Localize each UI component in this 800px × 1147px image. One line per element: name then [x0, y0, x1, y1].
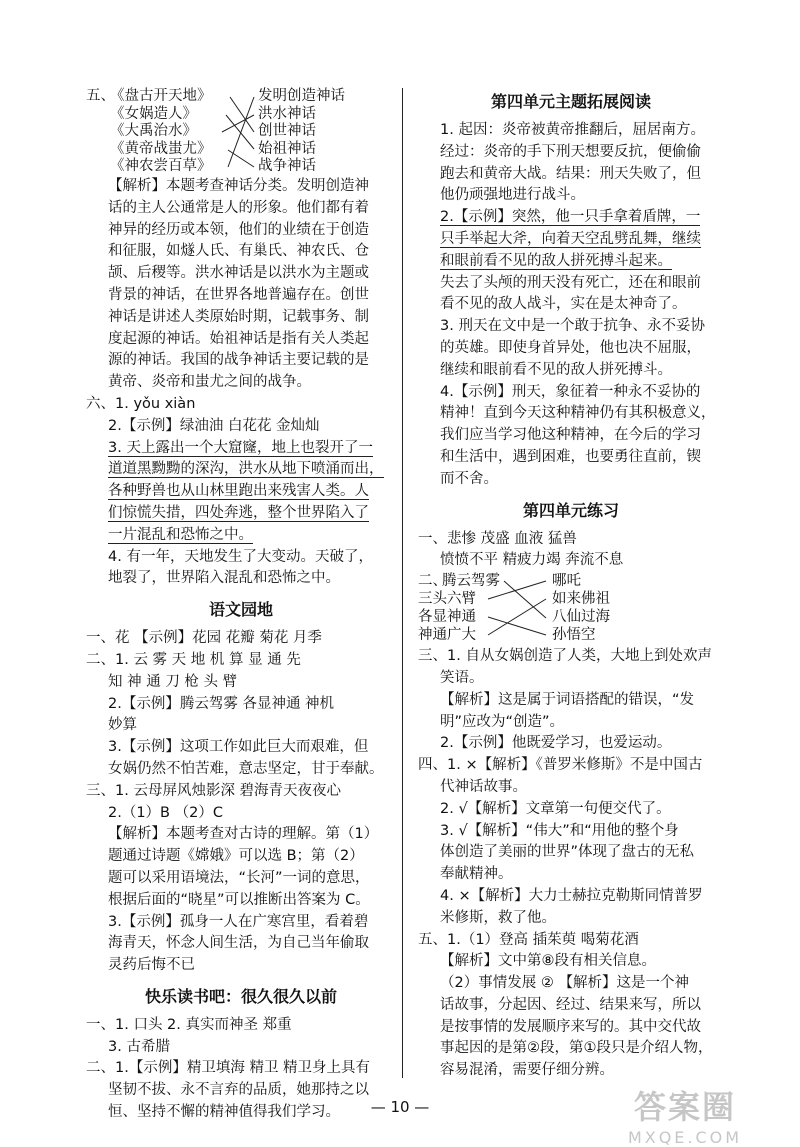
q5-label: 五、: [86, 88, 115, 104]
q5-left-item: 《神农尝百草》: [110, 158, 212, 175]
text-line: 3.【示例】孤身一人在广寒宫里，看着碧: [108, 913, 369, 930]
section-title-yuwen: 语文园地: [208, 600, 273, 620]
left-column: [86, 88, 396, 1124]
q2-label: 二、: [418, 573, 447, 590]
tuozhan-section: [418, 120, 724, 491]
text-line: 女娲仍然不怕苦难，意志坚定，甘于奉献。: [108, 760, 384, 777]
text-line: 一、悲惨 茂盛 血液 猛兽: [418, 530, 577, 547]
text-line: 继续和眼前看不见的敌人拼死搏斗。: [440, 361, 672, 378]
text-line: 二、1. 云 雾 天 地 机 算 显 通 先: [86, 651, 301, 668]
q5-analysis: [86, 176, 396, 394]
text-line: 奉献精神。: [440, 866, 513, 883]
text-line: 2. √【解析】文章第一句便交代了。: [440, 800, 671, 817]
text-line: 度起源的神话。始祖神话是指有关人类起: [108, 330, 369, 347]
text-line: 失去了头颅的刑天没有死亡，还在和眼前: [440, 274, 701, 291]
text-line: 2.【示例】绿油油 白花花 金灿灿: [108, 417, 320, 434]
watermark-text: 答案圈: [633, 1088, 736, 1126]
text-line: 代神话故事。: [440, 778, 527, 795]
text-line: 根据后面的“晓星”可以推断出答案为 C。: [108, 891, 370, 908]
text-line: 明”应改为“创造”。: [440, 713, 565, 730]
text-line: 3. √【解析】“伟大”和“用他的整个身: [440, 822, 679, 839]
yuwen-section: [86, 628, 396, 977]
q5-left-item: 《女娲造人》: [110, 105, 197, 122]
page-number: — 10 —: [370, 1098, 430, 1116]
text-line: 4. 有一年，天地发生了大变动。天破了，: [108, 548, 373, 565]
q5-right-item: 战争神话: [258, 158, 316, 175]
q6-underlined-answer: [86, 438, 396, 547]
text-line: 们惊慌失措，四处奔逃，整个世界陷入了: [108, 504, 369, 521]
q5-right-item: 始祖神话: [258, 140, 316, 157]
q2-matching: [418, 572, 724, 646]
watermark-logo: [600, 1082, 770, 1147]
q2-left-item: 神通广大: [418, 627, 476, 644]
text-line: 他仍顽强地进行战斗。: [440, 187, 585, 204]
text-line: 海青天，怀念人间生活，为自己当年偷取: [108, 935, 369, 952]
q2-right-item: 如来佛祖: [552, 591, 610, 608]
text-line: 一、1. 口头 2. 真实而神圣 郑重: [86, 1016, 292, 1033]
text-line: 1. 起因：炎帝被黄帝推翻后，屈居南方。: [440, 122, 705, 138]
q2-left-item: 腾云驾雾: [442, 573, 500, 590]
q5-right-item: 洪水神话: [258, 105, 316, 122]
text-line: 神异的经历或本领，他们的业绩在于创造: [108, 221, 369, 238]
text-line: 【解析】文中第⑧段有相关信息。: [440, 953, 656, 970]
text-line: 灵药后悔不已: [108, 957, 195, 974]
section-title-lianxi: 第四单元练习: [522, 500, 619, 520]
text-line: 六、1. yǒu xiàn: [86, 395, 196, 412]
text-line: 【解析】本题考查对古诗的理解。第（1）: [108, 826, 379, 843]
text-line: 【解析】这是属于词语搭配的错误，“发: [440, 691, 695, 708]
text-line: 2.【示例】腾云驾雾 各显神通 神机: [108, 695, 335, 712]
text-line: 三、1. 云母屏风烛影深 碧海青天夜夜心: [86, 782, 342, 799]
text-line: 跑去和黄帝大战。结果：刑天失败了，但: [440, 165, 701, 182]
text-line: 的英雄。即使身首异处，他也决不屈服，: [440, 339, 701, 356]
section-title-kuaile: 快乐读书吧：很久很久以前: [144, 986, 337, 1006]
text-line: 题可以采用语境法，“长河”一词的意思，: [108, 869, 370, 886]
section-title-tuozhan: 第四单元主题拓展阅读: [490, 92, 651, 111]
text-line: 神话是讲述人类原始时期，记载事务、制: [108, 308, 369, 325]
text-line: 黄帝、炎帝和蚩尤之间的战争。: [108, 374, 311, 391]
text-line: 知 神 通 刀 枪 头 臂: [108, 673, 238, 690]
text-line: 和征服，如燧人氏、有巢氏、神农氏、仓: [108, 243, 369, 260]
text-line: 看不见的敌人战斗，实在是太神奇了。: [440, 296, 687, 313]
text-line: 精神！直到今天这种精神仍有其积极意义，: [440, 405, 716, 422]
text-line: 题通过诗题《嫦娥》可以选 B；第（2）: [108, 848, 364, 865]
q2-right-item: 八仙过海: [552, 609, 610, 626]
text-line: 2.（1）B （2）C: [108, 804, 223, 821]
text-line: 2.【示例】他既爱学习，也爱运动。: [440, 735, 672, 752]
text-line: 只手举起大斧，向着天空乱劈乱舞，继续: [440, 230, 701, 247]
text-line: 地裂了，世界陷入混乱和恐怖之中。: [108, 570, 340, 587]
text-line: 各种野兽也从山林里跑出来残害人类。人: [108, 483, 369, 500]
text-line: 颉、后稷等。洪水神话是以洪水为主题或: [108, 265, 369, 282]
q5-categories: [258, 88, 345, 176]
text-line: 4.【示例】刑天，象征着一种永不妥协的: [440, 383, 701, 400]
q5-left-item: 《黄帝战蚩尤》: [110, 140, 212, 157]
q5-connector-lines: [86, 88, 396, 176]
q5-left-item: 《大禹治水》: [110, 123, 197, 140]
text-line: 我们应当学习他这种精神，在今后的学习: [440, 427, 701, 444]
text-line: 愤愤不平 精疲力竭 奔流不息: [440, 552, 624, 569]
text-line: 四、1. ×【解析】《普罗米修斯》不是中国古: [418, 757, 703, 774]
text-line: 4. ×【解析】大力士赫拉克勒斯同情普罗: [440, 887, 703, 904]
text-line: 源的神话。我国的战争神话主要记载的是: [108, 352, 369, 369]
right-column: [418, 88, 724, 1082]
text-line: 3. 古希腊: [108, 1038, 170, 1055]
watermark-url: MXQE.COM: [627, 1128, 743, 1147]
text-line: 和眼前看不见的敌人拼死搏斗起来。: [440, 252, 672, 269]
text-line: 【解析】本题考查神话分类。发明创造神: [108, 178, 369, 194]
text-line: 一、花 【示例】花园 花瓣 菊花 月季: [86, 630, 322, 647]
text-line: 经过：炎帝的手下刑天想要反抗，便偷偷: [440, 143, 701, 160]
q5-right-item: 发明创造神话: [258, 88, 345, 104]
q6-section: [86, 394, 396, 590]
text-line: 3. 刑天在文中是一个敢于抗争、永不妥协: [440, 318, 705, 335]
text-line: 体创造了美丽的世界”体现了盘古的无私: [440, 844, 695, 861]
text-line: 背景的神话，在世界各地普遍存在。创世: [108, 286, 369, 303]
q2-left-item: 各显神通: [418, 609, 476, 626]
q2-right-item: 孙悟空: [552, 627, 596, 644]
text-line: 妙算: [108, 717, 137, 734]
text-line: 和生活中，遇到困难，也要勇往直前，锲: [440, 448, 701, 465]
text-line: 是按事情的发展顺序来写的。其中交代故: [440, 1018, 701, 1035]
text-line: 二、1.【示例】精卫填海 精卫 精卫身上具有: [86, 1060, 371, 1077]
text-line: 2.【示例】突然，他一只手拿着盾牌，一: [440, 209, 701, 226]
text-line: 3. 天上露出一个大窟窿，地上也裂开了一: [108, 439, 373, 456]
q2-left-item: 三头六臂: [418, 591, 476, 608]
text-line: 事起因的是第②段，第①段只是介绍人物，: [440, 1040, 713, 1057]
text-line: 坚韧不拔、永不言弃的品质，她那持之以: [108, 1082, 369, 1099]
text-line: 而不舍。: [440, 470, 498, 487]
q5-right-item: 创世神话: [258, 123, 316, 140]
column-divider: [402, 88, 403, 1078]
q2-right-item: 哪吒: [552, 573, 581, 590]
text-line: 笑语。: [440, 669, 484, 686]
q5-left-item: 《盘古开天地》: [110, 88, 212, 104]
text-line: 话的主人公通常是人的形象。他们都有着: [108, 199, 369, 216]
q5-matching: [86, 88, 396, 176]
text-line: （2）事情发展 ② 【解析】这是一个神: [440, 975, 689, 992]
text-line: 一片混乱和恐怖之中。: [108, 526, 253, 543]
text-line: 话故事，分起因、经过、结果来写，所以: [440, 996, 701, 1013]
text-line: 道道黑黝黝的深沟，洪水从地下喷涌而出，: [108, 461, 384, 478]
lianxi-section: [418, 529, 724, 1083]
text-line: 3.【示例】这项工作如此巨大而艰难，但: [108, 739, 369, 756]
text-line: 三、1. 自从女娲创造了人类，大地上到处欢声: [418, 648, 712, 665]
text-line: 容易混淆，需要仔细分辨。: [440, 1062, 614, 1079]
text-line: 五、1.（1）登高 插茱萸 喝菊花酒: [418, 931, 639, 948]
text-line: 米修斯，救了他。: [440, 909, 556, 926]
text-line: 恒、坚持不懈的精神值得我们学习。: [108, 1104, 340, 1121]
